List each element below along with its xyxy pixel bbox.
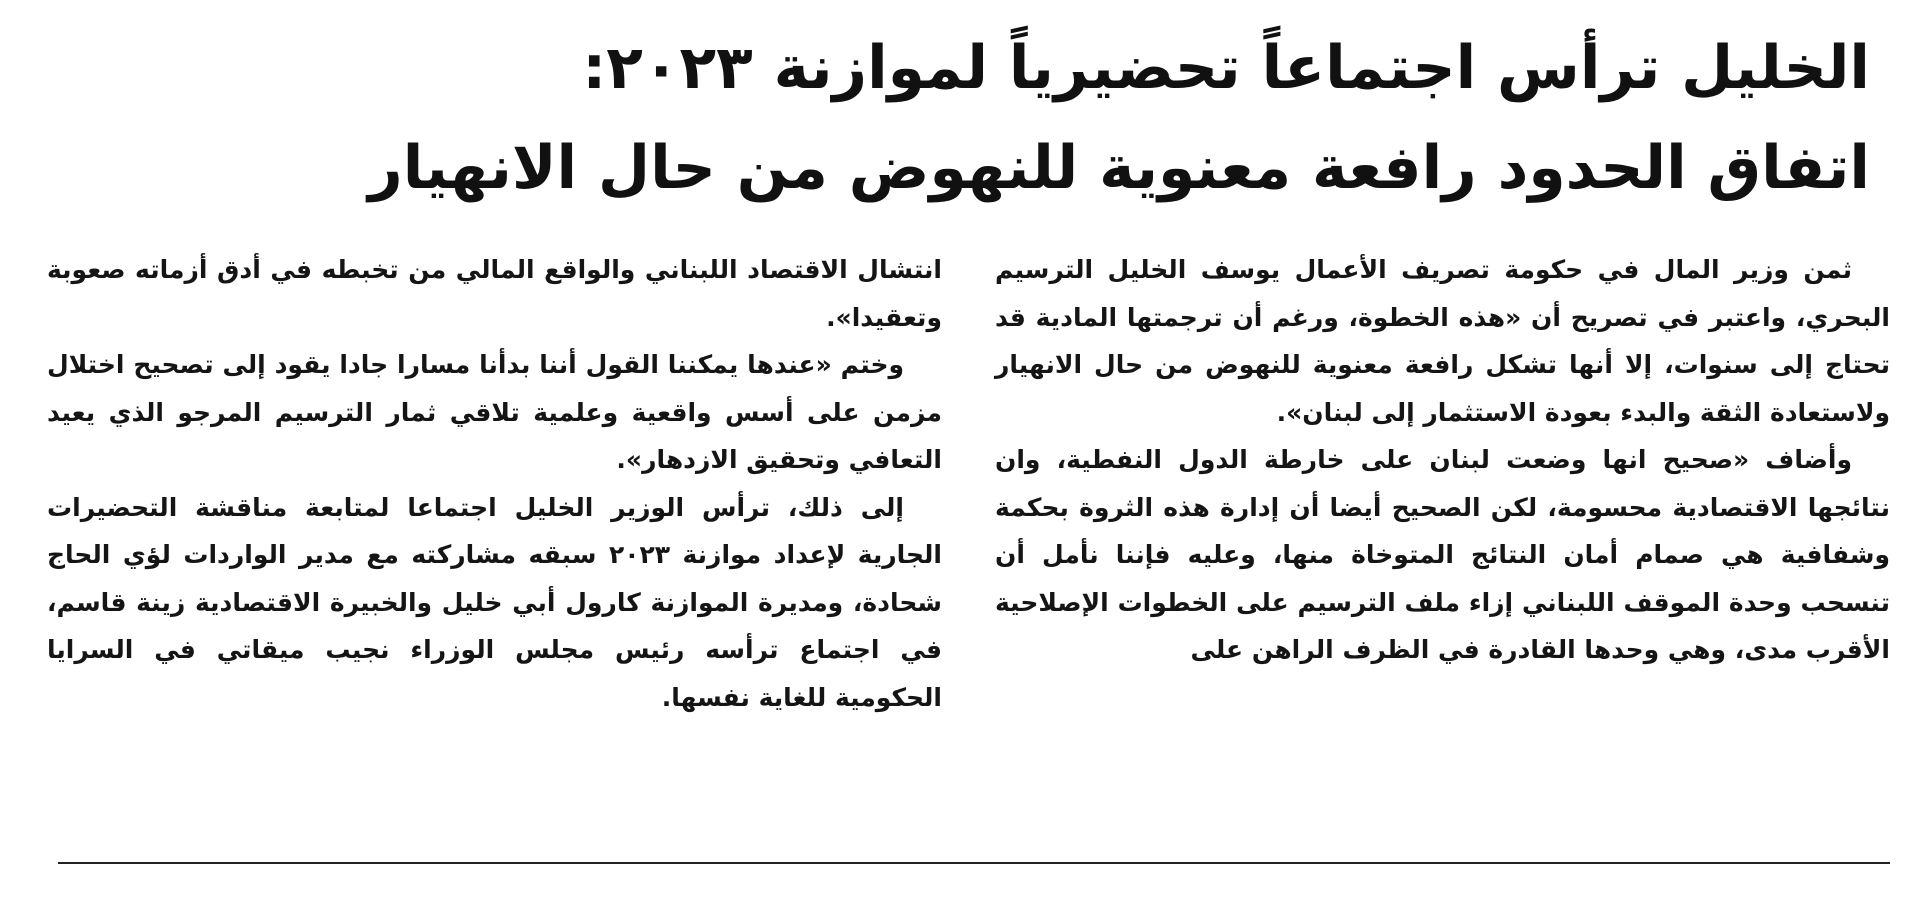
paragraph-left-1: انتشال الاقتصاد اللبناني والواقع المالي من تخبطه في أدق أزماته صعوبة وتعقيدا». [47, 255, 942, 332]
headline-line-1: الخليل ترأس اجتماعاً تحضيرياً لموازنة ٢٠٢٣: [582, 33, 1870, 103]
bottom-divider [58, 862, 1890, 864]
article-column-left [47, 246, 942, 721]
headline [60, 18, 1870, 218]
paragraph-right-2: وأضاف «صحيح انها وضعت لبنان على خارطة الدول النفطية، وان نتائجها الاقتصادية محسومة، لكن الصحيح أيضا أن إدارة هذه الثروة بحكمة وشفافية هي صمام أمان النتائج المتوخاة منها، وعليه فإننا نأمل أن تنسحب وحدة الموقف اللبناني إزاء ملف الترسيم على الخطوات الإصلاحية الأقرب مدى، وهي وحدها القادرة في الظرف الراهن على [995, 445, 1890, 664]
paragraph-right-1: ثمن وزير المال في حكومة تصريف الأعمال يوسف الخليل الترسيم البحري، واعتبر في تصريح أن «هذه الخطوة، ورغم أن ترجمتها المادية قد تحتاج إلى سنوات، إلا أنها تشكل رافعة معنوية للنهوض من حال الانهيار ولاستعادة الثقة والبدء بعودة الاستثمار إلى لبنان». [995, 255, 1890, 427]
headline-line-2: اتفاق الحدود رافعة معنوية للنهوض من حال الانهيار [368, 133, 1870, 203]
paragraph-left-2: وختم «عندها يمكننا القول أننا بدأنا مسارا جادا يقود إلى تصحيح اختلال مزمن على أسس واقعية وعلمية تلاقي ثمار الترسيم المرجو الذي يعيد التعافي وتحقيق الازدهار». [47, 350, 942, 474]
paragraph-left-3: إلى ذلك، ترأس الوزير الخليل اجتماعا لمتابعة مناقشة التحضيرات الجارية لإعداد موازنة ٢٠٢٣ سبقه مشاركته مع مدير الواردات لؤي الحاج شحادة، ومديرة الموازنة كارول أبي خليل والخبيرة الاقتصادية زينة قاسم، في اجتماع ترأسه رئيس مجلس الوزراء نجيب ميقاتي في السرايا الحكومية للغاية نفسها. [47, 492, 943, 712]
article-column-right [995, 246, 1890, 674]
